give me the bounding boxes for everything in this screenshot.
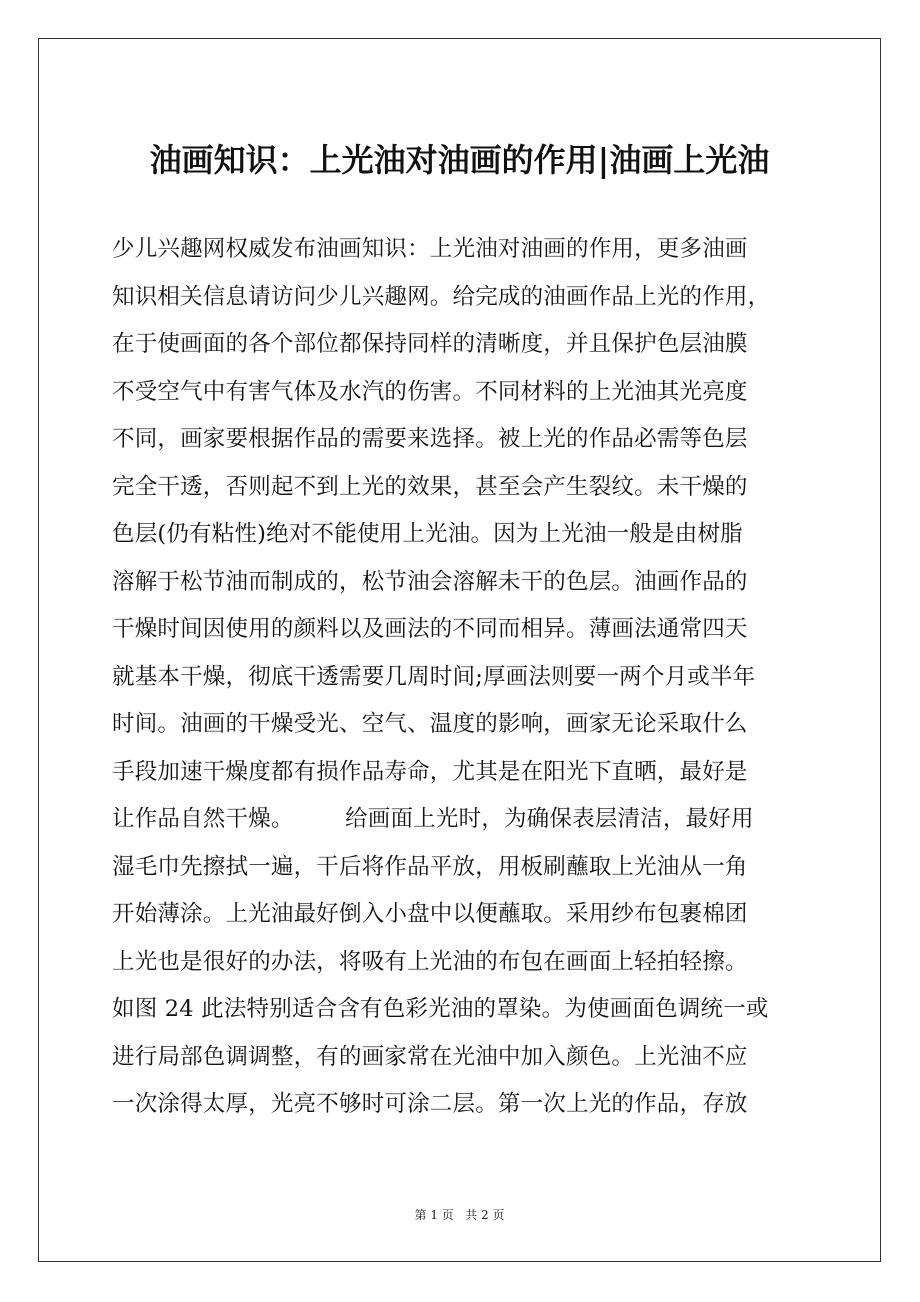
body-line: 在于使画面的各个部位都保持同样的清晰度，并且保护色层油膜 xyxy=(112,331,748,357)
body-line: 干燥时间因使用的颜料以及画法的不同而相异。薄画法通常四天 xyxy=(112,616,748,642)
body-line: 少儿兴趣网权威发布油画知识：上光油对油画的作用，更多油画 xyxy=(112,236,748,262)
body-line: 不同，画家要根据作品的需要来选择。被上光的作品必需等色层 xyxy=(112,426,748,452)
document-body xyxy=(112,226,812,1129)
body-line: 如图 24 此法特别适合含有色彩光油的罩染。为使画面色调统一或 xyxy=(112,996,769,1022)
page-number-footer: 第 1 页 共 2 页 xyxy=(414,1208,505,1222)
body-line: 开始薄涂。上光油最好倒入小盘中以便蘸取。采用纱布包裹棉团 xyxy=(112,901,748,927)
body-line: 进行局部色调调整，有的画家常在光油中加入颜色。上光油不应 xyxy=(112,1043,748,1070)
body-line: 不受空气中有害气体及水汽的伤害。不同材料的上光油其光亮度 xyxy=(112,378,748,405)
body-line: 手段加速干燥度都有损作品寿命，尤其是在阳光下直晒，最好是 xyxy=(112,758,748,785)
body-line: 色层(仍有粘性)绝对不能使用上光油。因为上光油一般是由树脂 xyxy=(112,521,743,547)
body-line: 知识相关信息请访问少儿兴趣网。给完成的油画作品上光的作用， xyxy=(112,283,771,310)
body-line: 湿毛巾先擦拭一遍，干后将作品平放，用板刷蘸取上光油从一角 xyxy=(112,853,748,880)
body-line: 上光也是很好的办法，将吸有上光油的布包在画面上轻拍轻擦。 xyxy=(112,948,748,975)
body-line: 时间。油画的干燥受光、空气、温度的影响，画家无论采取什么 xyxy=(112,711,748,737)
body-line: 完全干透，否则起不到上光的效果，甚至会产生裂纹。未干燥的 xyxy=(112,473,748,500)
body-line: 一次涂得太厚，光亮不够时可涂二层。第一次上光的作品，存放 xyxy=(112,1091,748,1117)
body-line: 溶解于松节油而制成的，松节油会溶解未干的色层。油画作品的 xyxy=(112,568,748,595)
body-line: 让作品自然干燥。 给画面上光时，为确保表层清洁，最好用 xyxy=(112,806,754,832)
body-line: 就基本干燥，彻底干透需要几周时间;厚画法则要一两个月或半年 xyxy=(112,663,756,690)
document-title: 油画知识：上光油对油画的作用|油画上光油 xyxy=(149,141,770,179)
